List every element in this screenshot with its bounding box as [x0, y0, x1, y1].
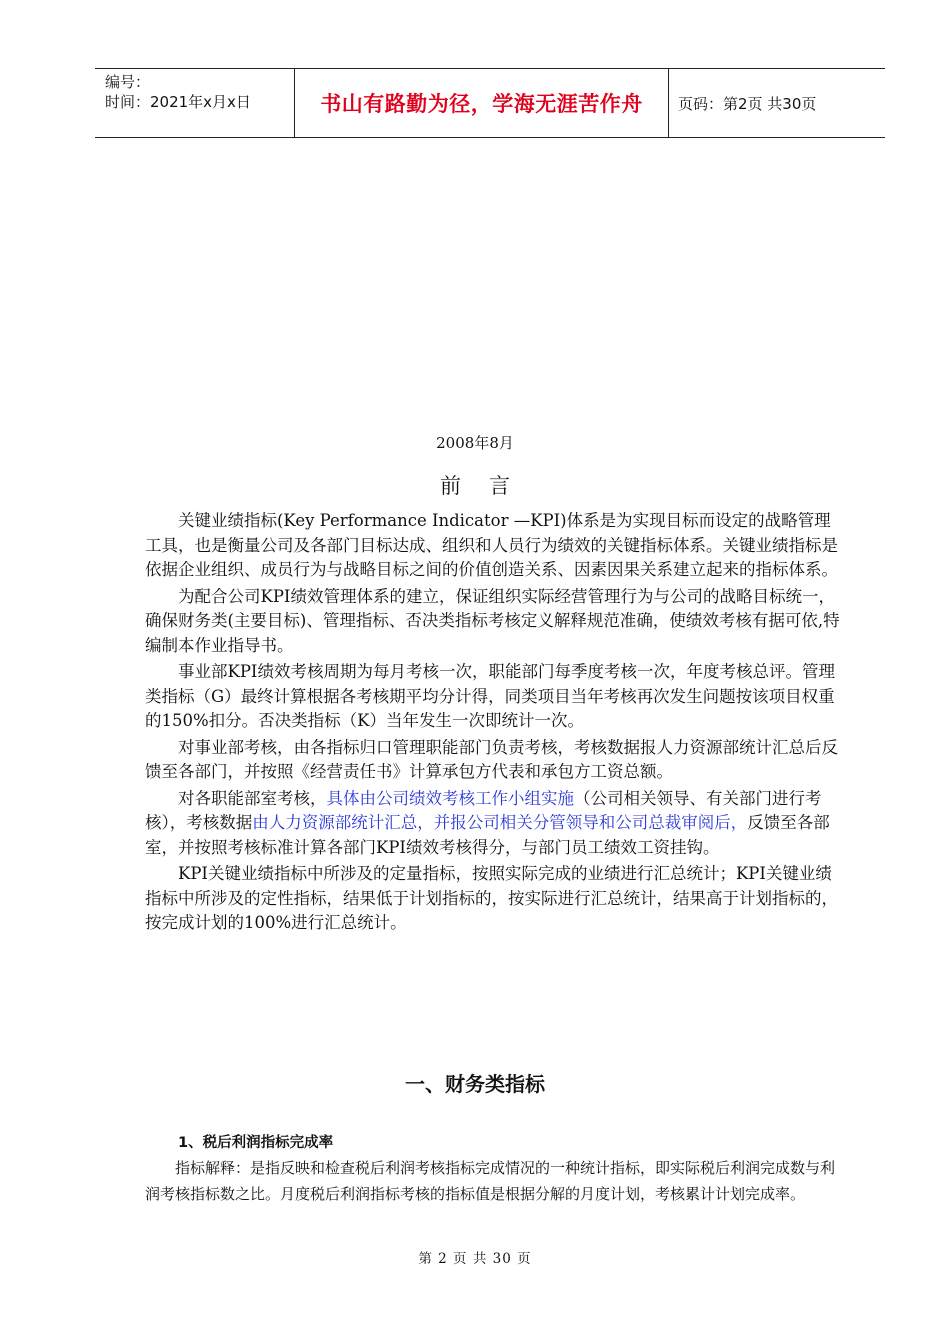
number-label: 编号：: [105, 73, 151, 91]
header-page-info: 页码：第2页 共30页: [678, 94, 817, 113]
page-footer: 第 2 页 共 30 页: [418, 1251, 532, 1267]
paragraph: 对事业部考核，由各指标归口管理职能部门负责考核，考核数据报人力资源部统计汇总后反馈至各部门，并按照《经营责任书》计算承包方代表和承包方工资总额。: [145, 737, 838, 781]
document-date: 2008年8月: [436, 434, 514, 452]
text-run: 反馈至各部室，并按照考核标准计算各部门KPI绩效考核得分，与部门员工绩效工资挂钩。: [145, 813, 830, 857]
highlighted-text: 并报公司相关分管领导和公司总裁审阅后，: [433, 813, 748, 832]
highlighted-text: 具体由公司绩效考核工作小组实施: [326, 788, 574, 808]
header-table: [95, 68, 885, 138]
paragraph: 事业部KPI绩效考核周期为每月考核一次，职能部门每季度考核一次，年度考核总评。管理类指标（G）最终计算根据各考核期平均分计得，同类项目当年考核再次发生问题按该项目权重的150%扣分。否决类指标（K）当年发生一次即统计一次。: [145, 662, 835, 730]
section-title: 一、财务类指标: [405, 1072, 545, 1096]
preface-title: 前言: [440, 474, 538, 498]
text-run: 对各职能部室考核，: [178, 788, 327, 808]
paragraph: 为配合公司KPI绩效管理体系的建立，保证组织实际经营管理行为与公司的战略目标统一，确保财务类(主要目标)、管理指标、否决类指标考核定义解释规范准确，使绩效考核有据可依,特编制本作业指导书。: [145, 586, 840, 655]
subsection-title: 1、税后利润指标完成率: [178, 1135, 334, 1151]
indicator-explanation: [145, 1155, 845, 1207]
time-label: 时间：2021年x月x日: [105, 93, 251, 111]
header-motto: 书山有路勤为径，学海无涯苦作舟: [295, 69, 669, 137]
explanation-text: 指标解释：是指反映和检查税后利润考核指标完成情况的一种统计指标，即实际税后利润完成数与利润考核指标数之比。月度税后利润指标考核的指标值是根据分解的月度计划，考核累计计划完成率。: [145, 1159, 836, 1203]
preface-body: [145, 509, 845, 938]
highlighted-text: 由人力资源部统计汇总，: [252, 813, 434, 832]
paragraph: KPI关键业绩指标中所涉及的定量指标，按照实际完成的业绩进行汇总统计；KPI关键业绩指标中所涉及的定性指标，结果低于计划指标的，按实际进行汇总统计，结果高于计划指标的，按完成计划的100%进行汇总统计。: [145, 864, 838, 932]
paragraph: 关键业绩指标(Key Performance Indicator —KPI)体系是为实现目标而设定的战略管理工具，也是衡量公司及各部门目标达成、组织和人员行为绩效的关键指标体系。关键业绩指标是依据企业组织、成员行为与战略目标之间的价值创造关系、因素因果关系建立起来的指标体系。: [145, 511, 838, 579]
header-meta-cell: [95, 69, 295, 137]
text-run: （公司相关领导、有关部门进行考核），考核数据: [145, 788, 822, 832]
paragraph: [145, 787, 845, 861]
